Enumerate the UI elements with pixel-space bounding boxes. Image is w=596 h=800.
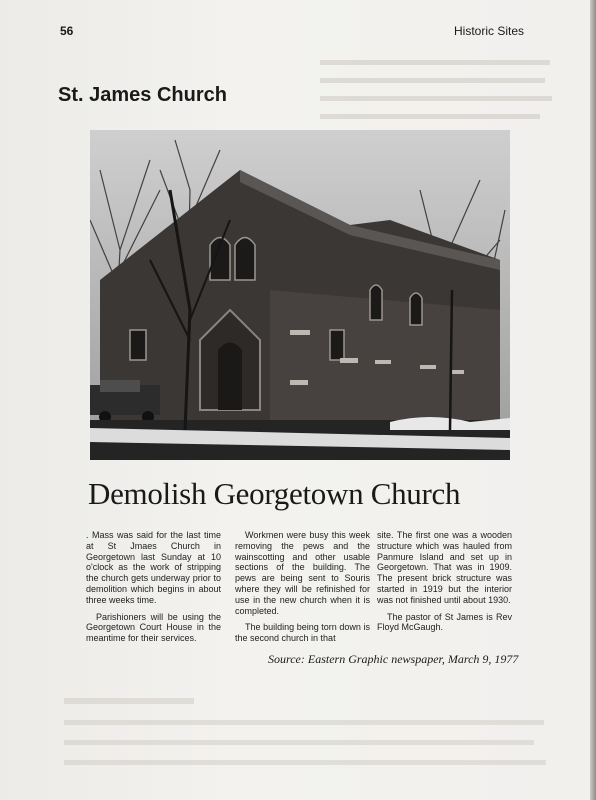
column-paragraph: . Mass was said for the last time at St Jmaes Church in Georgetown last Sunday at 10 o'clock as the work of stripping the church gets underway prior to demolition which begins in about three weeks time. — [86, 530, 221, 605]
article-column-2 — [235, 530, 370, 650]
article-column-1 — [86, 530, 221, 650]
show-through-bottom — [64, 690, 564, 790]
column-paragraph: Workmen were busy this week removing the pews and the wainscotting and other usable sections of the building. The pews are being sent to Souris where they will be refinished for use in the new church when it is completed. — [235, 530, 370, 616]
show-through-top — [320, 54, 560, 134]
running-head: Historic Sites — [453, 24, 524, 38]
headline: Demolish Georgetown Church — [88, 476, 461, 511]
church-photo — [90, 130, 510, 460]
column-paragraph: site. The first one was a wooden structure which was hauled from Panmure Island and set up in Georgetown. That was in 1909. The present brick structure was started in 1919 but the interior was not finished until about 1930. — [377, 530, 512, 605]
page-edge-shadow — [590, 0, 596, 800]
column-paragraph: The building being torn down is the second church in that — [235, 622, 370, 644]
column-paragraph: The pastor of St James is Rev Floyd McGaugh. — [377, 611, 512, 633]
article-title: St. James Church — [58, 84, 227, 106]
page-number: 56 — [60, 24, 74, 38]
church-photo-image — [90, 130, 510, 460]
article-column-3 — [377, 530, 512, 639]
source-citation: Source: Eastern Graphic newspaper, March 9, 1977 — [268, 652, 519, 666]
column-paragraph: Parishioners will be using the Georgetown Court House in the meantime for their services. — [86, 611, 221, 644]
